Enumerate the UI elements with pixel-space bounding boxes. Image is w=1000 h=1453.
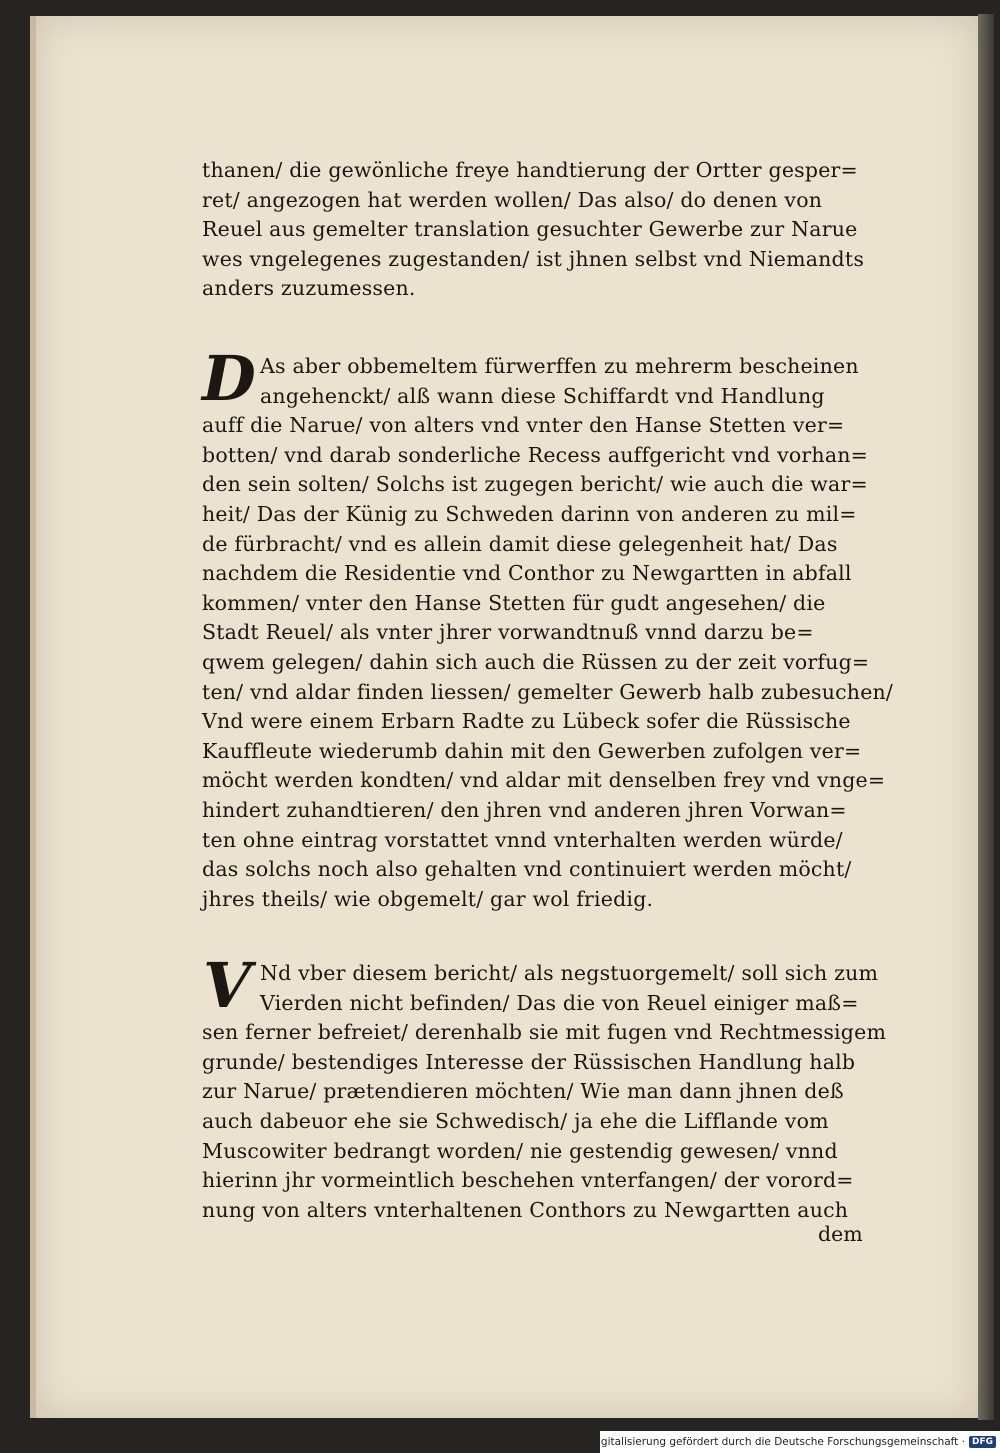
text-line: botten/ vnd darab sonderliche Recess auffgericht vnd vorhan= [202,442,869,467]
text-line: Vnd were einem Erbarn Radte zu Lübeck sofer die Rüssische [202,709,851,734]
text-line: anders zuzumessen. [202,276,416,301]
text-line: nung von alters vnterhaltenen Conthors zu Newgartten auch [202,1197,849,1222]
text-line: jhres theils/ wie obgemelt/ gar wol friedig. [202,886,654,911]
text-line: ten/ vnd aldar finden liessen/ gemelter Gewerb halb zubesuchen/ [202,679,894,704]
text-line: Nd vber diesem bericht/ als negstuorgemelt/ soll sich zum [260,961,879,985]
text-line: Kauffleute wiederumb dahin mit den Gewerben zufolgen ver= [202,738,862,763]
text-line: auch dabeuor ehe sie Schwedisch/ ja ehe die Lifflande vom [202,1108,829,1133]
text-line: grunde/ bestendiges Interesse der Rüssischen Handlung halb [202,1049,856,1074]
text-line: ret/ angezogen hat werden wollen/ Das also/ do denen von [202,187,823,212]
text-line: hindert zuhandtieren/ den jhren vnd anderen jhren Vorwan= [202,797,847,822]
footer-text: Digitalisierung gefördert durch die Deutsche Forschungsgemeinschaft · [589,1436,965,1448]
text-line: kommen/ vnter den Hanse Stetten für gudt angesehen/ die [202,590,826,615]
text-line: Muscowiter bedrangt worden/ nie gestendig gewesen/ vnnd [202,1138,838,1163]
text-line: auff die Narue/ von alters vnd vnter den Hanse Stetten ver= [202,413,845,438]
text-line: nachdem die Residentie vnd Conthor zu Newgartten in abfall [202,561,852,586]
catchword: dem [818,1222,863,1246]
text-line: das solchs noch also gehalten vnd continuiert werden möcht/ [202,857,852,882]
footer-credit [589,1431,1000,1453]
text-line: möcht werden kondten/ vnd aldar mit denselben frey vnd vnge= [202,768,886,793]
text-line: Reuel aus gemelter translation gesuchter Gewerbe zur Narue [202,217,858,242]
text-line: den sein solten/ Solchs ist zugegen bericht/ wie auch die war= [202,472,868,497]
text-line: thanen/ die gewönliche freye handtierung der Ortter gesper= [202,158,858,182]
text-line: ten ohne eintrag vorstattet vnnd vnterhalten werden würde/ [202,827,843,852]
text-line: sen ferner befreiet/ derenhalb sie mit fugen vnd Rechtmessigem [202,1020,887,1045]
text-line: de fürbracht/ vnd es allein damit diese gelegenheit hat/ Das [202,531,838,556]
paragraph-2 [202,342,894,914]
text-line: Stadt Reuel/ als vnter jhrer vorwandtnuß vnnd darzu be= [202,620,814,645]
dfg-logo: DFG [969,1436,996,1448]
text-line: qwem gelegen/ dahin sich auch die Rüssen zu der zeit vorfug= [202,649,870,674]
dropcap-d: D [202,342,256,415]
text-line: Vierden nicht befinden/ Das die von Reuel einiger maß= [260,990,859,1015]
page-edge-right [978,14,994,1420]
dropcap-v: V [202,949,252,1022]
text-line: angehenckt/ alß wann diese Schiffardt vnd Handlung [260,383,825,408]
paragraph-1 [202,156,882,304]
text-line: hierinn jhr vormeintlich beschehen vnterfangen/ der vorord= [202,1168,854,1193]
paragraph-3 [202,949,887,1225]
text-line: As aber obbemeltem fürwerffen zu mehrerm bescheinen [260,354,859,378]
text-line: heit/ Das der Künig zu Schweden darinn von anderen zu mil= [202,501,857,526]
text-line: zur Narue/ prætendieren möchten/ Wie man dann jhnen deß [202,1079,844,1104]
text-line: wes vngelegenes zugestanden/ ist jhnen selbst vnd Niemandts [202,246,865,271]
